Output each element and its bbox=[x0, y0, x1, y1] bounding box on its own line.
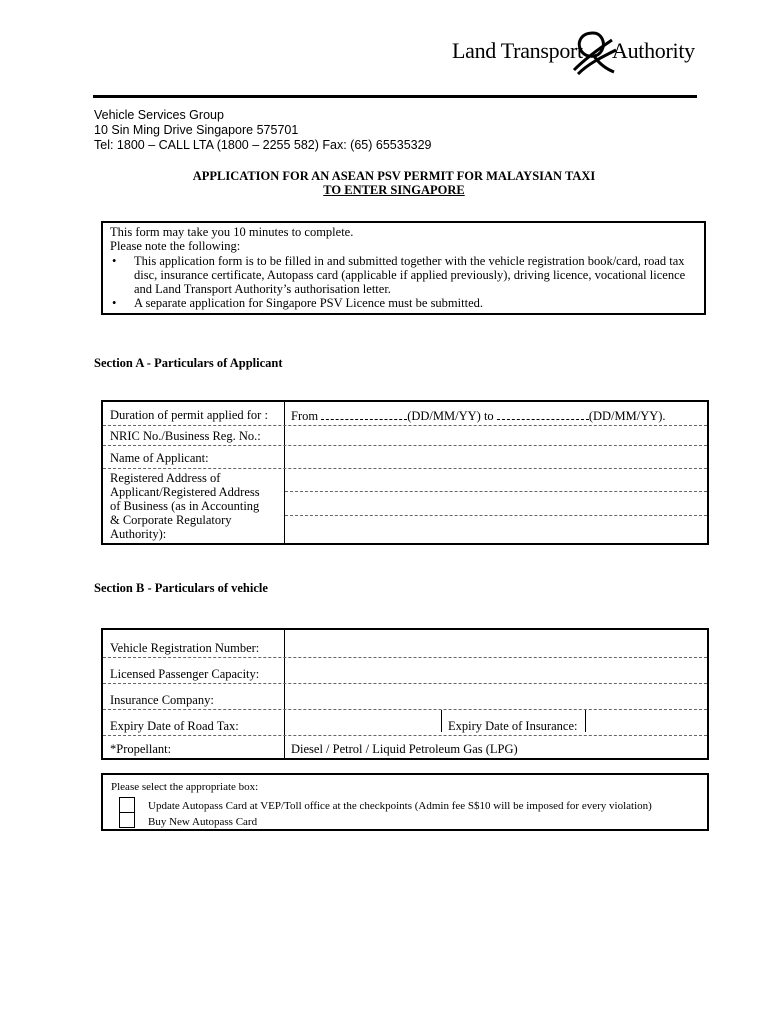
address-label-line: Registered Address of bbox=[110, 471, 221, 485]
road-tax-expiry-input[interactable] bbox=[285, 710, 441, 735]
address-label-line: Applicant/Registered Address bbox=[110, 485, 260, 499]
nric-label: NRIC No./Business Reg. No.: bbox=[110, 429, 261, 443]
autopass-selection-box bbox=[101, 773, 709, 831]
notice-bullet-2: • A separate application for Singapore PSV Licence must be submitted. bbox=[134, 296, 697, 310]
nric-input[interactable] bbox=[285, 426, 707, 445]
address-line-2: 10 Sin Ming Drive Singapore 575701 bbox=[94, 123, 299, 137]
select-instruction: Please select the appropriate box: bbox=[111, 781, 259, 793]
agency-address bbox=[94, 108, 432, 153]
insurance-expiry-input[interactable] bbox=[586, 710, 707, 735]
duration-field[interactable] bbox=[291, 408, 666, 423]
vehicle-reg-label: Vehicle Registration Number: bbox=[110, 641, 260, 655]
insurance-company-label: Insurance Company: bbox=[110, 693, 214, 707]
notice-intro-2: Please note the following: bbox=[110, 239, 241, 254]
passenger-capacity-label: Licensed Passenger Capacity: bbox=[110, 667, 260, 681]
propellant-label: *Propellant: bbox=[110, 742, 172, 756]
vehicle-reg-input[interactable] bbox=[285, 630, 707, 657]
header-rule bbox=[93, 95, 697, 98]
update-autopass-label: Update Autopass Card at VEP/Toll office at the checkpoints (Admin fee S$10 will be imposed for every violation) bbox=[148, 800, 652, 812]
address-line-3: Tel: 1800 – CALL LTA (1800 – 2255 582) Fax: (65) 65535329 bbox=[94, 138, 432, 152]
notice-box bbox=[101, 221, 706, 315]
passenger-capacity-input[interactable] bbox=[285, 658, 707, 683]
date-format-to: (DD/MM/YY) to bbox=[407, 409, 494, 423]
notice-intro-1: This form may take you 10 minutes to complete. bbox=[110, 225, 354, 239]
propellant-options[interactable]: Diesel / Petrol / Liquid Petroleum Gas (LPG) bbox=[291, 742, 518, 756]
lta-logo-mark-icon bbox=[568, 30, 618, 75]
section-b-table bbox=[101, 628, 709, 760]
insurance-company-input[interactable] bbox=[285, 684, 707, 709]
section-b-heading: Section B - Particulars of vehicle bbox=[94, 581, 268, 595]
column-divider bbox=[441, 710, 442, 732]
buy-autopass-label: Buy New Autopass Card bbox=[148, 816, 258, 828]
update-autopass-checkbox[interactable] bbox=[119, 797, 135, 813]
to-date-input[interactable] bbox=[497, 408, 589, 420]
from-date-input[interactable] bbox=[321, 408, 407, 420]
row-divider bbox=[103, 735, 707, 736]
form-title-line-2: TO ENTER SINGAPORE bbox=[323, 183, 465, 197]
duration-label: Duration of permit applied for : bbox=[110, 408, 268, 422]
address-label-line: of Business (as in Accounting bbox=[110, 499, 260, 513]
insurance-expiry-label: Expiry Date of Insurance: bbox=[448, 719, 578, 733]
logo-text-right: Authority bbox=[612, 38, 695, 63]
address-label-line: Authority): bbox=[110, 527, 167, 541]
section-a-table bbox=[101, 400, 709, 545]
buy-autopass-checkbox[interactable] bbox=[119, 812, 135, 828]
date-format-end: (DD/MM/YY). bbox=[588, 409, 666, 423]
notice-bullet-1: • This application form is to be filled in and submitted together with the vehicle registration book/card, road tax disc, insurance certificate, Autopass card (applicable if applied previously), driving licence, vocational licence and Land Transport Authority’s authorisation letter. bbox=[134, 254, 697, 297]
section-a-heading: Section A - Particulars of Applicant bbox=[94, 356, 283, 370]
form-title-line-1: APPLICATION FOR AN ASEAN PSV PERMIT FOR MALAYSIAN TAXI bbox=[192, 169, 596, 183]
logo-text-left: Land Transport bbox=[452, 38, 583, 63]
road-tax-expiry-label: Expiry Date of Road Tax: bbox=[110, 719, 239, 733]
lta-logo bbox=[452, 30, 702, 80]
applicant-name-input[interactable] bbox=[285, 446, 707, 468]
from-label: From bbox=[291, 409, 319, 423]
applicant-name-label: Name of Applicant: bbox=[110, 451, 209, 465]
address-line-1: Vehicle Services Group bbox=[94, 108, 224, 122]
address-label-line: & Corporate Regulatory bbox=[110, 513, 232, 527]
registered-address-label bbox=[110, 471, 260, 541]
notice-list bbox=[110, 254, 697, 311]
registered-address-input[interactable] bbox=[285, 469, 707, 543]
